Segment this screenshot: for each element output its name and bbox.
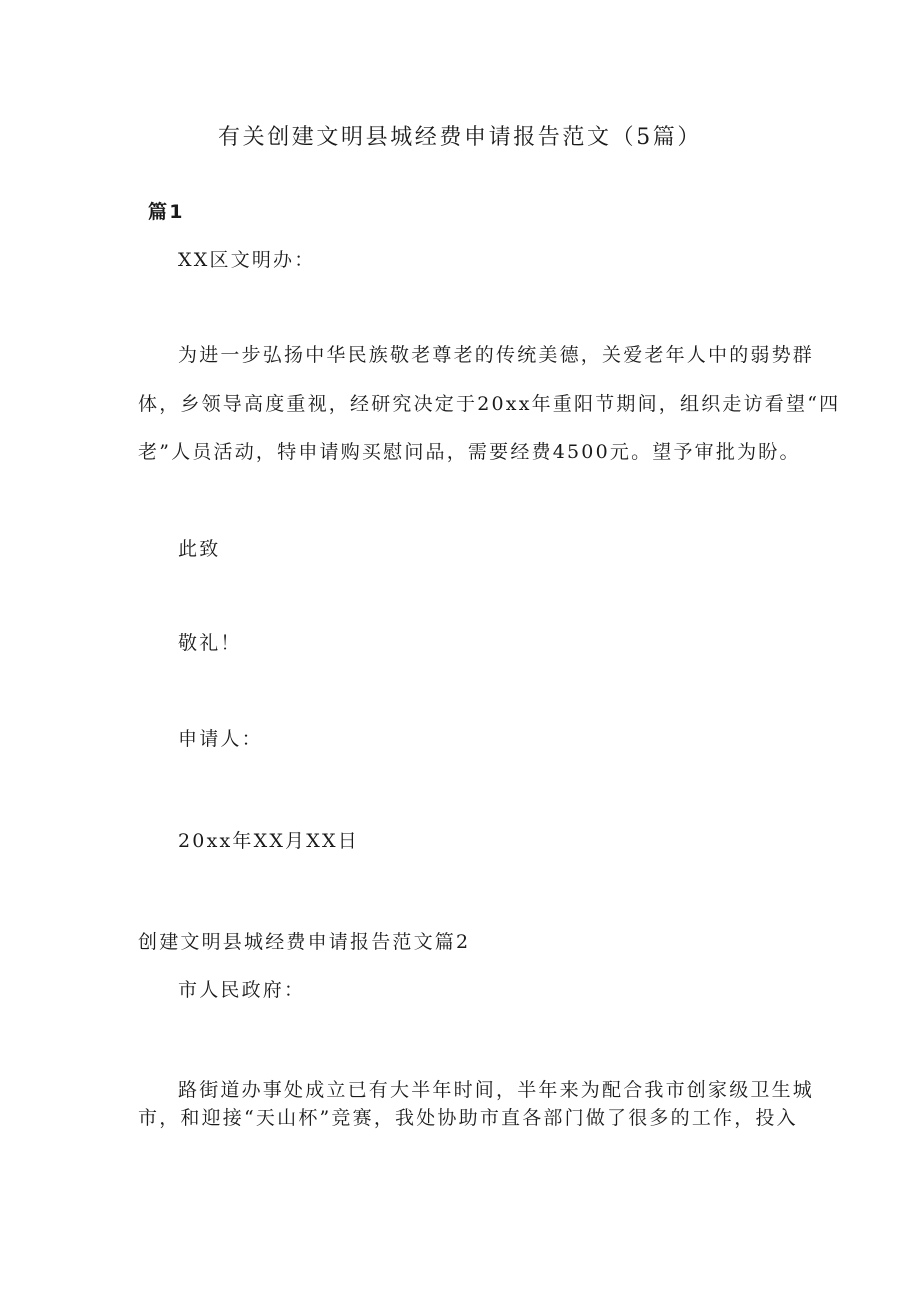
section2-heading: 创建文明县城经费申请报告范文篇2 xyxy=(138,931,471,953)
section1-salutation: XX区文明办： xyxy=(178,249,316,271)
document-title: 有关创建文明县城经费申请报告范文（5篇） xyxy=(218,125,702,150)
section1-applicant: 申请人： xyxy=(178,728,263,750)
section1-closing-1: 此致 xyxy=(178,538,221,560)
section1-closing-2: 敬礼！ xyxy=(178,632,242,654)
section1-date: 20xx年XX月XX日 xyxy=(178,830,359,852)
section2-body-line-2: 市，和迎接“天山杯”竞赛，我处协助市直各部门做了很多的工作，投入 xyxy=(138,1107,798,1129)
section1-heading: 篇1 xyxy=(148,201,185,223)
section1-body-line-3: 老”人员活动，特申请购买慰问品，需要经费4500元。望予审批为盼。 xyxy=(138,441,801,463)
section2-salutation: 市人民政府： xyxy=(178,979,306,1001)
section1-body-line-1: 为进一步弘扬中华民族敬老尊老的传统美德，关爱老年人中的弱势群 xyxy=(178,344,815,366)
section2-body-line-1: 路街道办事处成立已有大半年时间，半年来为配合我市创家级卫生城 xyxy=(178,1079,815,1101)
section1-body-line-2: 体，乡领导高度重视，经研究决定于20xx年重阳节期间，组织走访看望“四 xyxy=(138,393,841,415)
